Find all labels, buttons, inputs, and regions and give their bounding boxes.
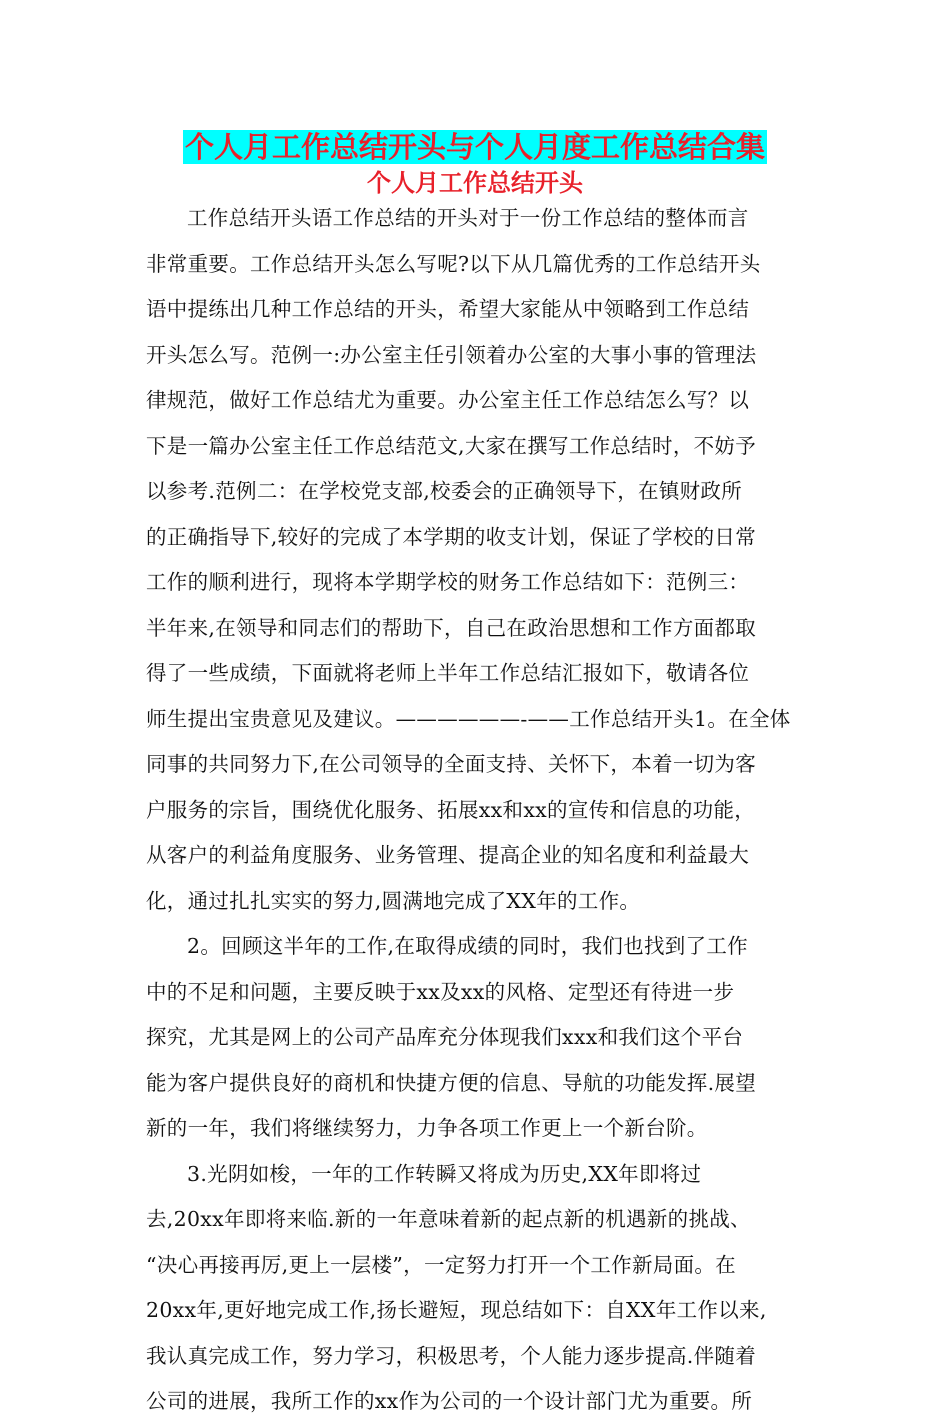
paragraph-line: 师生提出宝贵意见及建议。——————-——工作总结开头1。在全体	[146, 706, 791, 731]
paragraph-line: 能为客户提供良好的商机和快捷方便的信息、导航的功能发挥.展望	[146, 1070, 757, 1095]
document-subtitle: 个人月工作总结开头	[367, 168, 583, 197]
paragraph-line: 从客户的利益角度服务、业务管理、提高企业的知名度和利益最大	[146, 843, 750, 867]
paragraph-line: 3.光阴如梭，一年的工作转瞬又将成为历史,XX年即将过	[187, 1161, 702, 1186]
paragraph-line: 我认真完成工作，努力学习，积极思考，个人能力逐步提高.伴随着	[146, 1343, 757, 1368]
paragraph-line: 新的一年，我们将继续努力，力争各项工作更上一个新台阶。	[146, 1116, 708, 1140]
document-body	[146, 196, 806, 1425]
paragraph-line: 开头怎么写。范例一:办公室主任引领着办公室的大事小事的管理法	[146, 342, 757, 367]
paragraph-line: 以参考.范例二：在学校党支部,校委会的正确领导下，在镇财政所	[146, 479, 743, 503]
paragraph-line: 户服务的宗旨，围绕优化服务、拓展xx和xx的宣传和信息的功能，	[146, 797, 756, 822]
paragraph-line: 得了一些成绩，下面就将老师上半年工作总结汇报如下，敬请各位	[146, 661, 750, 685]
paragraph-line: 半年来,在领导和同志们的帮助下，自己在政治思想和工作方面都取	[146, 615, 757, 640]
paragraph-line: “决心再接再厉,更上一层楼”，一定努力打开一个工作新局面。在	[146, 1252, 736, 1277]
paragraph-line: 公司的进展，我所工作的xx作为公司的一个设计部门尤为重要。所	[146, 1389, 753, 1413]
document-title-text: 个人月工作总结开头与个人月度工作总结合集	[184, 130, 765, 164]
paragraph-line: 律规范，做好工作总结尤为重要。办公室主任工作总结怎么写？以	[146, 388, 750, 412]
paragraph-line: 2。回顾这半年的工作,在取得成绩的同时，我们也找到了工作	[187, 934, 748, 958]
paragraph-line: 下是一篇办公室主任工作总结范文,大家在撰写工作总结时，不妨予	[146, 433, 757, 458]
paragraph-line: 同事的共同努力下,在公司领导的全面支持、关怀下，本着一切为客	[146, 752, 757, 776]
paragraph-line: 20xx年,更好地完成工作,扬长避短，现总结如下：自XX年工作以来,	[146, 1298, 767, 1322]
document-title	[0, 128, 950, 166]
paragraph-line: 去,20xx年即将来临.新的一年意味着新的起点新的机遇新的挑战、	[146, 1207, 751, 1231]
paragraph-line: 的正确指导下,较好的完成了本学期的收支计划，保证了学校的日常	[146, 524, 757, 549]
paragraph-line: 工作总结开头语工作总结的开头对于一份工作总结的整体而言	[187, 206, 749, 230]
paragraph-line: 探究，尤其是网上的公司产品库充分体现我们xxx和我们这个平台	[146, 1025, 744, 1049]
paragraph-line: 非常重要。工作总结开头怎么写呢?以下从几篇优秀的工作总结开头	[146, 251, 761, 276]
paragraph-line: 中的不足和问题，主要反映于xx及xx的风格、定型还有待进一步	[146, 979, 735, 1004]
paragraph-line: 语中提练出几种工作总结的开头，希望大家能从中领略到工作总结	[146, 297, 750, 321]
paragraph-line: 化，通过扎扎实实的努力,圆满地完成了XX年的工作。	[146, 888, 641, 913]
paragraph-line: 工作的顺利进行，现将本学期学校的财务工作总结如下：范例三：	[146, 570, 750, 594]
